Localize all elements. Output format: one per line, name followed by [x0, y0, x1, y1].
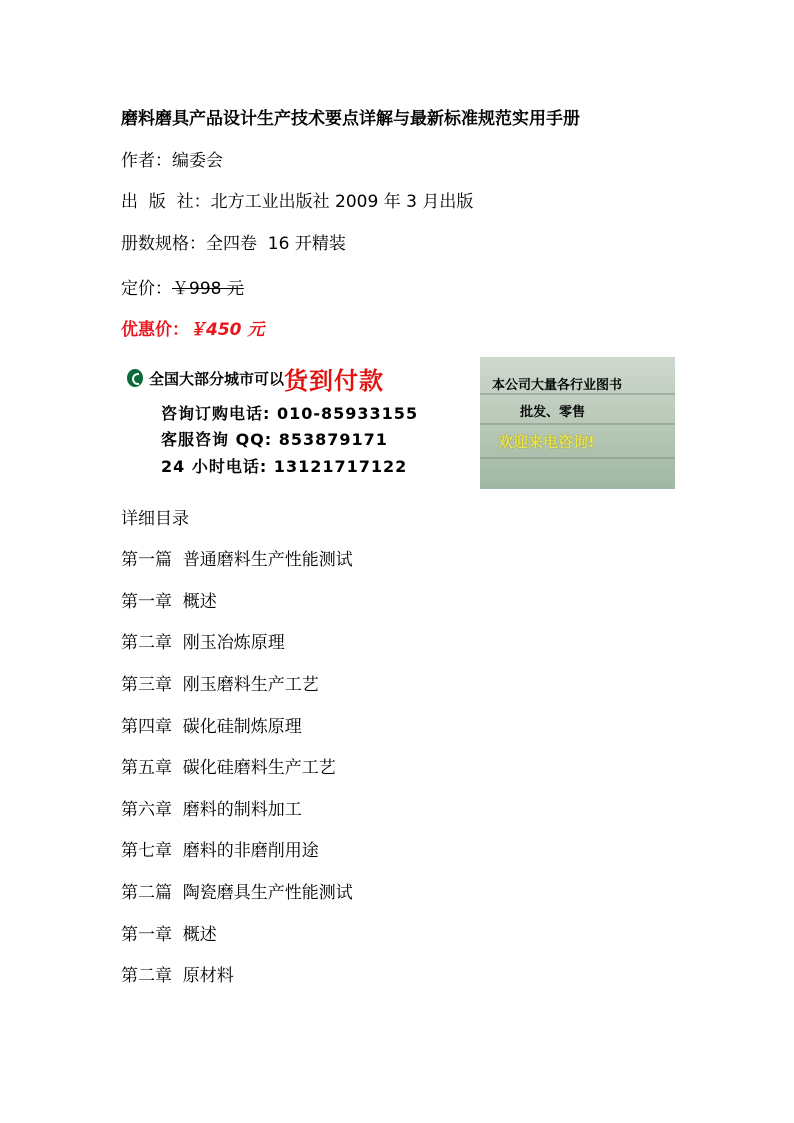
cod-row: [127, 363, 384, 393]
toc-item: 第一章 概述: [121, 925, 217, 945]
spec-line: [121, 233, 346, 255]
toc-item: 第三章 刚玉磨料生产工艺: [121, 675, 319, 695]
publisher-line: [121, 191, 473, 213]
wholesale-banner: [480, 357, 675, 489]
author-line: [121, 150, 223, 172]
shelf-line: [480, 423, 675, 425]
publisher-value: 北方工业出版社 2009 年 3 月出版: [210, 192, 474, 212]
toc-item: 第五章 碳化硅磨料生产工艺: [121, 758, 336, 778]
toc-item: 第六章 磨料的制料加工: [121, 800, 302, 820]
cod-banner: [121, 355, 461, 485]
cod-prefix: 全国大部分城市可以: [149, 369, 285, 388]
author-value: 编委会: [172, 151, 223, 171]
wholesale-line-3: 欢迎来电咨询!: [498, 433, 595, 451]
hotline-phone: 24 小时电话: 13121717122: [161, 457, 408, 476]
spec-value: 全四卷 16 开精装: [206, 234, 346, 254]
toc-item: 第二章 刚玉冶炼原理: [121, 633, 285, 653]
toc-item: 第二章 原材料: [121, 966, 234, 986]
publisher-label: 出 版 社：: [121, 192, 211, 212]
order-phone: 咨询订购电话: 010-85933155: [161, 404, 419, 423]
sale-price-label: 优惠价：: [121, 320, 189, 340]
sale-price-value: ￥450 元: [189, 320, 265, 340]
service-qq: 客服咨询 QQ: 853879171: [161, 430, 388, 449]
toc-item: 第二篇 陶瓷磨具生产性能测试: [121, 883, 353, 903]
wholesale-line-1: 本公司大量各行业图书: [492, 378, 623, 393]
toc-item: 第一章 概述: [121, 592, 217, 612]
toc-item: 第四章 碳化硅制炼原理: [121, 717, 302, 737]
sale-price-line: [121, 319, 264, 341]
phone-icon: [127, 369, 143, 387]
toc-item: 第七章 磨料的非磨削用途: [121, 841, 319, 861]
wholesale-line-2: 批发、零售: [520, 405, 586, 420]
spec-label: 册数规格：: [121, 234, 206, 254]
cod-headline: 货到付款: [284, 366, 385, 395]
original-price: ￥998 元: [172, 279, 244, 299]
toc-item: 第一篇 普通磨料生产性能测试: [121, 550, 353, 570]
author-label: 作者：: [121, 151, 172, 171]
price-line: [121, 278, 244, 300]
shelf-line: [480, 457, 675, 459]
price-label: 定价：: [121, 279, 172, 299]
shelf-line: [480, 393, 675, 395]
book-title: 磨料磨具产品设计生产技术要点详解与最新标准规范实用手册: [121, 109, 580, 129]
toc-title: 详细目录: [121, 509, 189, 529]
